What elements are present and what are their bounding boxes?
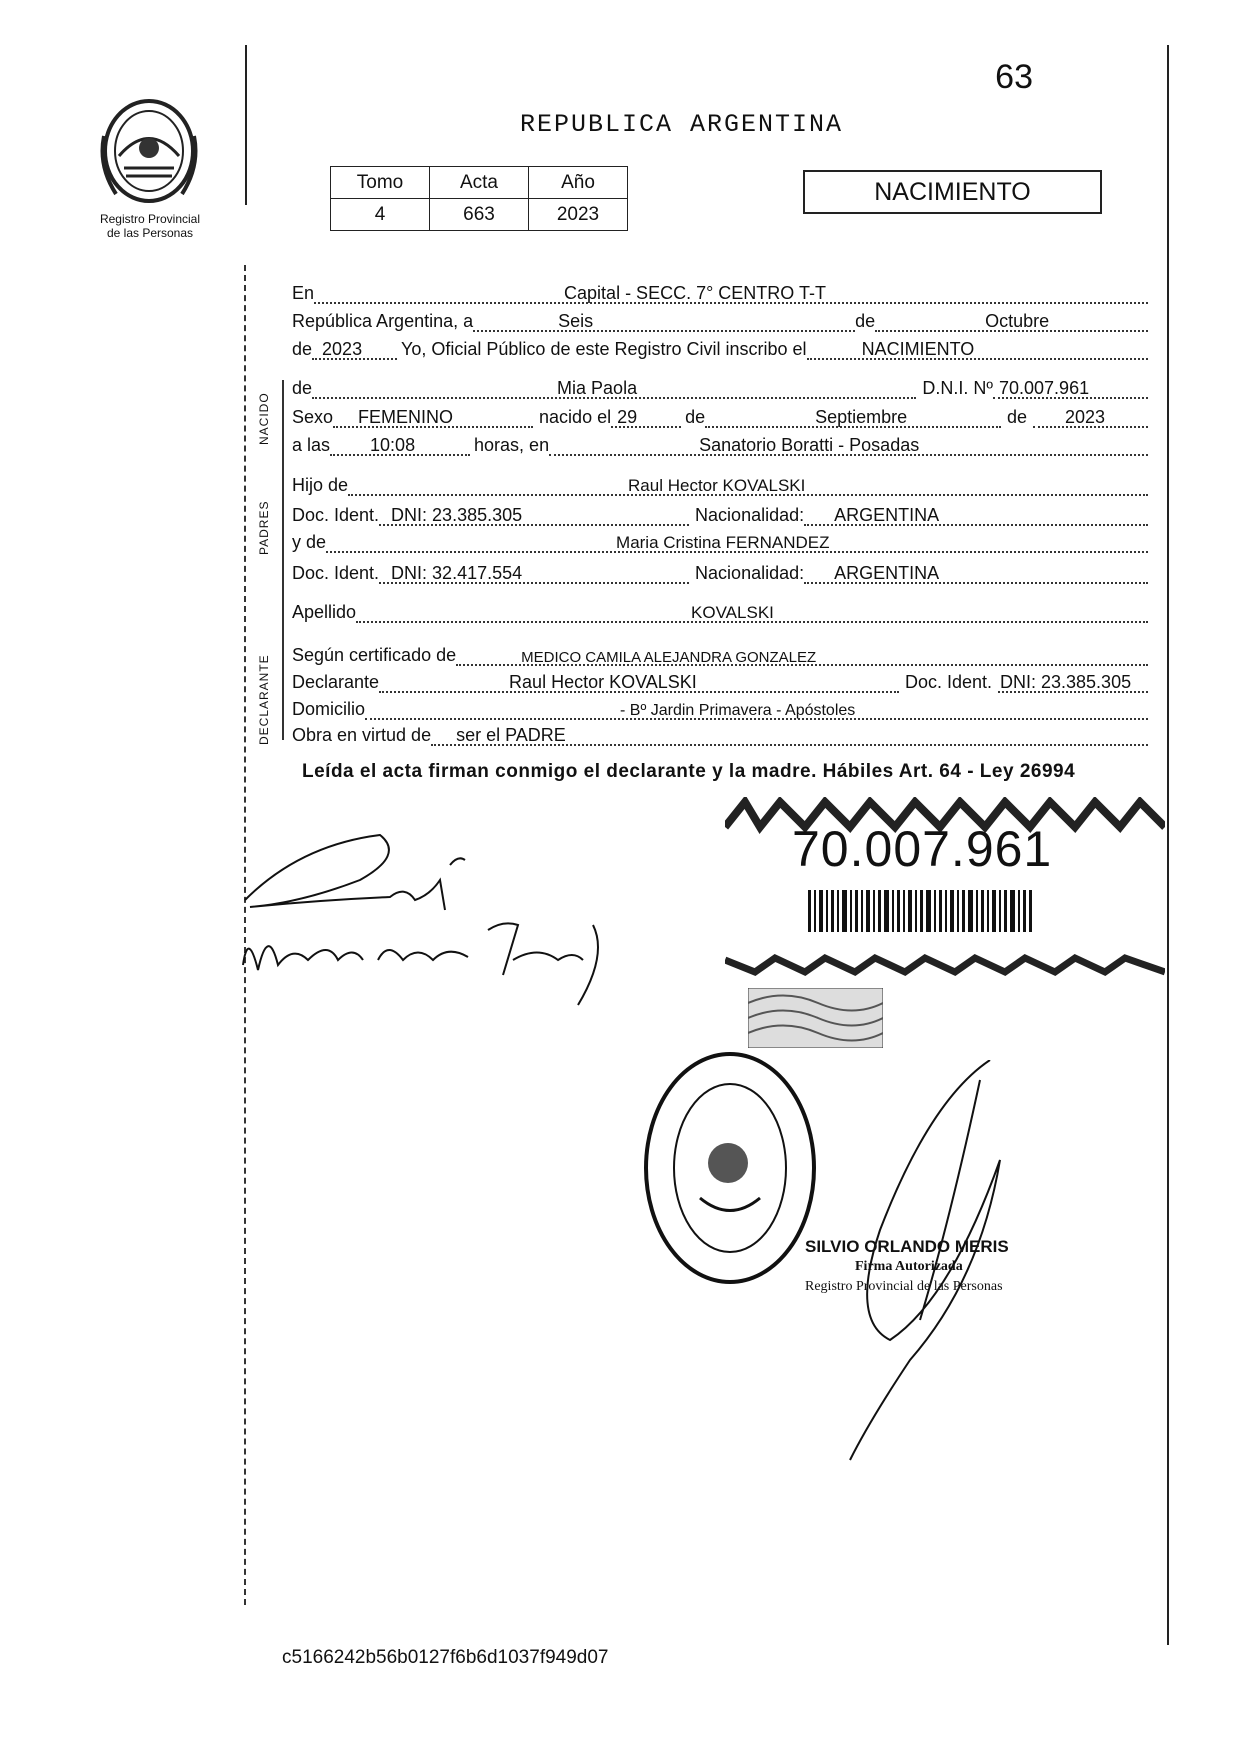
left-border-line	[245, 45, 247, 205]
label-cert: Según certificado de	[292, 645, 457, 665]
value-mother-nat: ARGENTINA	[834, 563, 940, 583]
row-mother-doc	[292, 558, 1148, 584]
label-declarante: Declarante	[292, 672, 380, 692]
row-obra	[292, 720, 1148, 746]
label-yde: y de	[292, 532, 327, 552]
section-label-padres: PADRES	[257, 500, 271, 555]
row-apellido	[292, 597, 1148, 623]
signature-declarante	[240, 825, 490, 915]
official-seal	[640, 1048, 820, 1288]
page-number: 63	[995, 58, 1033, 96]
value-father-name: Raul Hector KOVALSKI	[628, 476, 806, 495]
coat-of-arms-icon	[94, 96, 204, 206]
value-decl-doc: DNI: 23.385.305	[1000, 672, 1132, 692]
closing-text: Leída el acta firman conmigo el declarante y la madre. Hábiles Art. 64 - Ley 26994	[302, 761, 1076, 782]
section-label-declarante: DECLARANTE	[257, 654, 271, 745]
security-pattern-bottom	[725, 950, 1165, 980]
value-cert: MEDICO CAMILA ALEJANDRA GONZALEZ	[521, 649, 817, 666]
label-nac-father: Nacionalidad:	[695, 505, 805, 525]
row-certificado	[292, 640, 1148, 666]
label-doc-mother: Doc. Ident.	[292, 563, 380, 583]
label-nac-mother: Nacionalidad:	[695, 563, 805, 583]
value-declarante: Raul Hector KOVALSKI	[509, 672, 697, 692]
label-de-nombre: de	[292, 378, 313, 398]
hologram-stamp	[748, 988, 883, 1048]
value-mother-name: Maria Cristina FERNANDEZ	[616, 533, 830, 552]
label-en: En	[292, 283, 315, 303]
section-divider	[282, 380, 284, 740]
official-title: Firma Autorizada	[855, 1259, 963, 1274]
value-apellido: KOVALSKI	[691, 603, 774, 622]
row-fecha	[292, 306, 1148, 332]
label-de: de	[855, 311, 876, 331]
ref-header-tomo: Tomo	[331, 167, 430, 199]
ref-header-acta: Acta	[430, 167, 529, 199]
value-year: 2023	[322, 339, 363, 359]
value-birth-month: Septiembre	[815, 407, 908, 427]
logo-caption	[85, 212, 215, 240]
row-sexo	[292, 402, 1148, 428]
label-republica: República Argentina, a	[292, 311, 474, 331]
value-month: Octubre	[985, 311, 1050, 331]
row-domicilio	[292, 694, 1148, 720]
right-border-line	[1167, 45, 1169, 1645]
value-sexo: FEMENINO	[358, 407, 454, 427]
value-en: Capital - SECC. 7° CENTRO T-T	[564, 283, 826, 303]
value-father-nat: ARGENTINA	[834, 505, 940, 525]
ref-value-tomo: 4	[331, 199, 430, 231]
official-org: Registro Provincial de las Personas	[805, 1279, 1003, 1294]
logo-caption-line1: Registro Provincial	[99, 212, 201, 226]
row-en	[292, 278, 1148, 304]
ref-value-anio: 2023	[529, 199, 628, 231]
row-father-doc	[292, 500, 1148, 526]
value-time: 10:08	[370, 435, 416, 455]
document-hash: c5166242b56b0127f6b6d1037f949d07	[282, 1647, 609, 1668]
label-hijo: Hijo de	[292, 475, 349, 495]
value-birth-day: 29	[617, 407, 638, 427]
label-inscribo: Yo, Oficial Público de este Registro Civil inscribo el	[401, 339, 807, 359]
logo-caption-line2: de las Personas	[106, 226, 194, 240]
stamp-number: 70.007.961	[792, 821, 1053, 877]
label-doc-father: Doc. Ident.	[292, 505, 380, 525]
row-hora	[292, 430, 1148, 456]
ref-value-acta: 663	[430, 199, 529, 231]
record-type-box: NACIMIENTO	[803, 170, 1102, 214]
ref-header-anio: Año	[529, 167, 628, 199]
value-obra: ser el PADRE	[456, 725, 566, 745]
label-horas: horas, en	[474, 435, 550, 455]
value-mother-doc: DNI: 32.417.554	[391, 563, 523, 583]
value-dni: 70.007.961	[999, 378, 1090, 398]
barcode	[808, 890, 1033, 932]
value-birth-year: 2023	[1065, 407, 1106, 427]
document-title: REPUBLICA ARGENTINA	[520, 110, 844, 139]
label-nacido: nacido el	[539, 407, 612, 427]
official-block	[805, 1237, 1009, 1297]
label-alas: a las	[292, 435, 331, 455]
label-decl-doc: Doc. Ident.	[904, 672, 992, 692]
value-place: Sanatorio Boratti - Posadas	[699, 435, 920, 455]
value-name: Mia Paola	[557, 378, 638, 398]
value-day: Seis	[558, 311, 594, 331]
label-year: de	[292, 339, 313, 359]
row-hijo	[292, 470, 1148, 496]
value-father-doc: DNI: 23.385.305	[391, 505, 523, 525]
label-apellido: Apellido	[292, 602, 357, 622]
row-inscribo	[292, 334, 1148, 360]
label-de3: de	[1006, 407, 1027, 427]
row-ydemother	[292, 527, 1148, 553]
province-logo	[94, 96, 204, 211]
seal-text	[0, 0, 1, 1]
row-declarante	[292, 667, 1148, 693]
label-obra: Obra en virtud de	[292, 725, 432, 745]
row-nombre	[292, 373, 1148, 399]
value-inscribo: NACIMIENTO	[861, 339, 975, 359]
label-sexo: Sexo	[292, 407, 334, 427]
signature-madre	[238, 915, 618, 1010]
record-reference-table	[330, 166, 628, 231]
official-name: SILVIO ORLANDO MERIS	[805, 1237, 1009, 1256]
value-domicilio: - Bº Jardin Primavera - Apóstoles	[620, 702, 856, 719]
section-label-nacido: NACIDO	[257, 392, 271, 445]
label-domicilio: Domicilio	[292, 699, 366, 719]
label-de2: de	[685, 407, 706, 427]
label-dni: D.N.I. Nº	[922, 378, 993, 398]
